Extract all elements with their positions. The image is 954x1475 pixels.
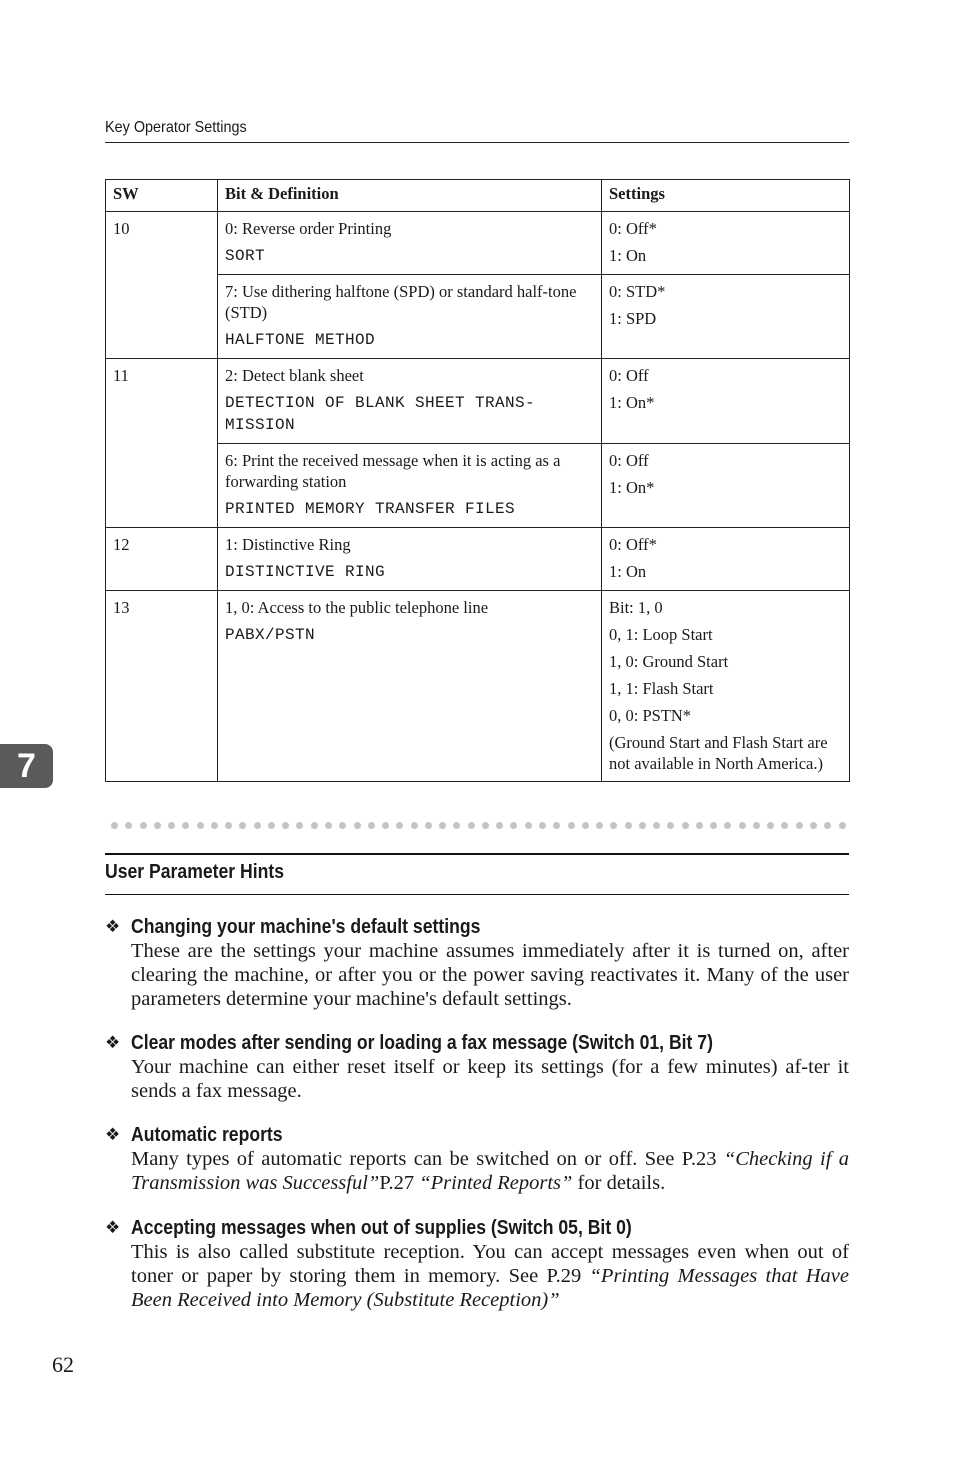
hint-title: Automatic reports [131,1123,283,1146]
setting-option: 0: Off [609,366,649,385]
bit-definition: 6: Print the received message when it is acting as a forwarding station [225,451,561,491]
hint-body [131,1240,849,1312]
definition-cell [218,591,602,782]
parameter-code: SORT [225,247,266,265]
settings-cell [602,528,850,591]
setting-option: 0: Off* [609,219,657,238]
table-row [106,359,850,444]
parameter-code: DISTINCTIVE RING [225,563,386,581]
section-title: User Parameter Hints [105,861,285,883]
sw-cell: 13 [106,591,218,782]
hint-body [131,1147,849,1195]
setting-option: 1: On* [609,478,655,497]
chapter-number: 7 [17,746,36,785]
table-row [106,444,850,528]
setting-note: (Ground Start and Flash Start are not available in North America.) [609,733,828,773]
hint-item [105,1123,849,1195]
definition-cell [218,212,602,275]
settings-cell [602,359,850,444]
cross-reference-link[interactable]: “Printed Reports” [419,1172,573,1194]
chapter-tab [0,744,53,788]
definition-cell [218,359,602,444]
hint-text: This is also called substitute reception. You can accept messages even when out of toner or paper by storing them in memory. See P.29 [131,1241,849,1287]
bit-definition: 2: Detect blank sheet [225,366,364,385]
cross-reference-link[interactable]: “Printing Messages that Have Been Received into Memory (Substitute Reception)” [131,1265,849,1311]
hint-title: Changing your machine's default settings [131,915,481,938]
settings-cell [602,212,850,275]
setting-option: 0, 0: PSTN* [609,706,692,725]
setting-option: 1: On [609,562,647,581]
settings-cell [602,591,850,782]
parameter-code: PABX/PSTN [225,626,316,644]
column-header-settings: Settings [602,180,850,212]
diamond-bullet-icon: ❖ [105,1033,121,1052]
page-number: 62 [52,1352,74,1377]
sw-cell: 10 [106,212,218,359]
hint-body: Your machine can either reset itself or keep its settings (for a few minutes) af-ter it sends a fax message. [131,1056,849,1102]
sw-cell: 11 [106,359,218,528]
hint-title: Clear modes after sending or loading a fax message (Switch 01, Bit 7) [131,1031,713,1054]
hint-item [105,1216,849,1312]
parameter-code: HALFTONE METHOD [225,331,376,349]
setting-option: 1, 1: Flash Start [609,679,714,698]
bit-definition: 1, 0: Access to the public telephone line [225,598,489,617]
sw-cell: 12 [106,528,218,591]
running-header: Key Operator Settings [105,119,247,136]
definition-cell [218,444,602,528]
column-header-sw: SW [106,180,218,212]
table-row [106,212,850,275]
table-header-row [106,180,850,212]
setting-option: 1: On [609,246,647,265]
definition-cell [218,528,602,591]
settings-table [105,179,850,782]
bit-definition: 1: Distinctive Ring [225,535,351,554]
definition-cell [218,275,602,359]
column-header-bit-definition: Bit & Definition [218,180,602,212]
bit-definition: 0: Reverse order Printing [225,219,392,238]
parameter-code: DETECTION OF BLANK SHEET TRANS-MISSION [225,394,536,434]
table-row [106,528,850,591]
diamond-bullet-icon: ❖ [105,1218,121,1237]
setting-option: 1: SPD [609,309,657,328]
parameter-code: PRINTED MEMORY TRANSFER FILES [225,500,516,518]
settings-cell [602,275,850,359]
hint-item [105,1031,849,1103]
section-rule-top [105,853,849,855]
table-row [106,591,850,782]
setting-option: 1: On* [609,393,655,412]
hint-item [105,915,849,1011]
hint-text: Many types of automatic reports can be switched on or off. See P.23 [131,1148,724,1170]
setting-option: 1, 0: Ground Start [609,652,729,671]
diamond-bullet-icon: ❖ [105,1125,121,1144]
setting-option: 0: Off [609,451,649,470]
section-rule-bottom [105,894,849,895]
settings-cell [602,444,850,528]
table-row [106,275,850,359]
diamond-bullet-icon: ❖ [105,917,121,936]
bit-definition: 7: Use dithering halftone (SPD) or standard half-tone (STD) [225,282,577,322]
setting-option: 0, 1: Loop Start [609,625,713,644]
setting-option: 0: STD* [609,282,666,301]
cross-reference-link[interactable]: “Checking if a Transmission was Successful” [131,1148,849,1194]
hint-title: Accepting messages when out of supplies (Switch 05, Bit 0) [131,1216,632,1239]
hint-text: for details. [572,1172,666,1194]
hint-body: These are the settings your machine assumes immediately after it is turned on, after clearing the machine, or after you or the power saving reactivates it. Many of the user parameters determine your machine's default settings. [131,940,849,1010]
header-rule [105,142,849,143]
setting-option: 0: Off* [609,535,657,554]
hint-text: P.27 [379,1172,420,1194]
setting-option: Bit: 1, 0 [609,598,663,617]
dotted-separator [111,822,846,830]
